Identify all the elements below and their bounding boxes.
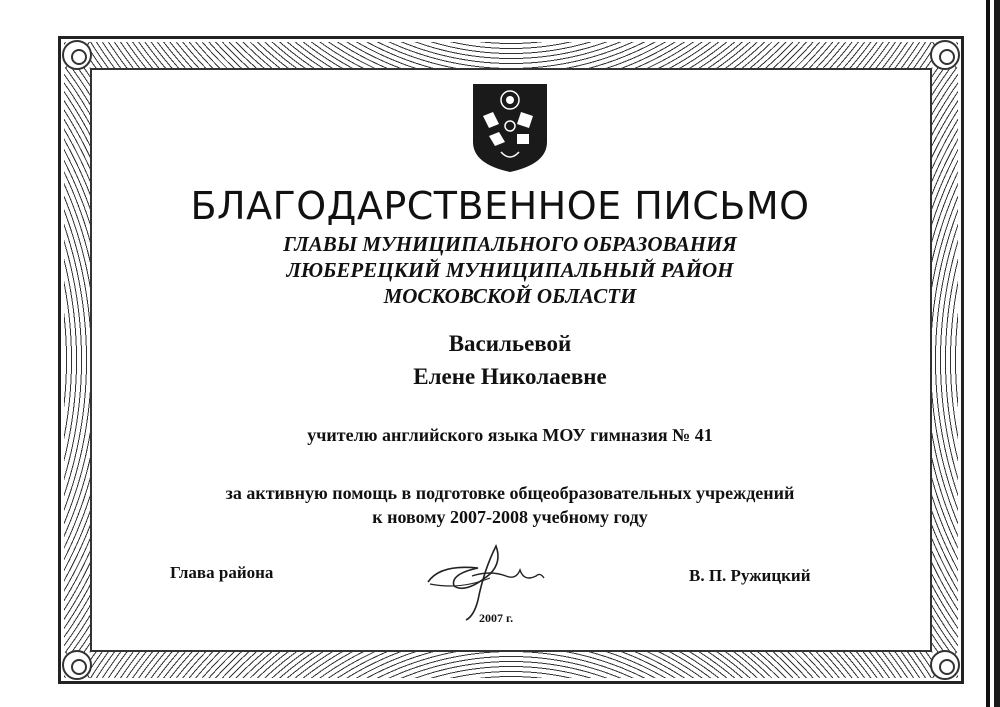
corner-ornament-tl <box>62 40 92 70</box>
corner-ornament-bl <box>62 650 92 680</box>
issuer-line-3: МОСКОВСКОЙ ОБЛАСТИ <box>383 284 637 308</box>
signer-name: В. П. Ружицкий <box>689 566 811 585</box>
reason-line-2: к новому 2007-2008 учебному году <box>372 507 648 527</box>
recipient-surname: Васильевой <box>448 331 572 356</box>
issue-year: 2007 г. <box>479 611 514 625</box>
issuer-line-1: ГЛАВЫ МУНИЦИПАЛЬНОГО ОБРАЗОВАНИЯ <box>283 232 737 256</box>
reason-line-1: за активную помощь в подготовке общеобразовательных учреждений <box>225 483 795 503</box>
recipient-position: учителю английского языка МОУ гимназия № 41 <box>307 425 713 445</box>
corner-ornament-br <box>930 650 960 680</box>
signer-title: Глава района <box>170 563 274 582</box>
document-title: БЛАГОДАРСТВЕННОЕ ПИСЬМО <box>190 184 810 228</box>
recipient-given-names: Елене Николаевне <box>413 364 607 389</box>
issuer-line-2: ЛЮБЕРЕЦКИЙ МУНИЦИПАЛЬНЫЙ РАЙОН <box>286 258 734 282</box>
coat-of-arms-icon <box>471 82 549 174</box>
corner-ornament-tr <box>930 40 960 70</box>
